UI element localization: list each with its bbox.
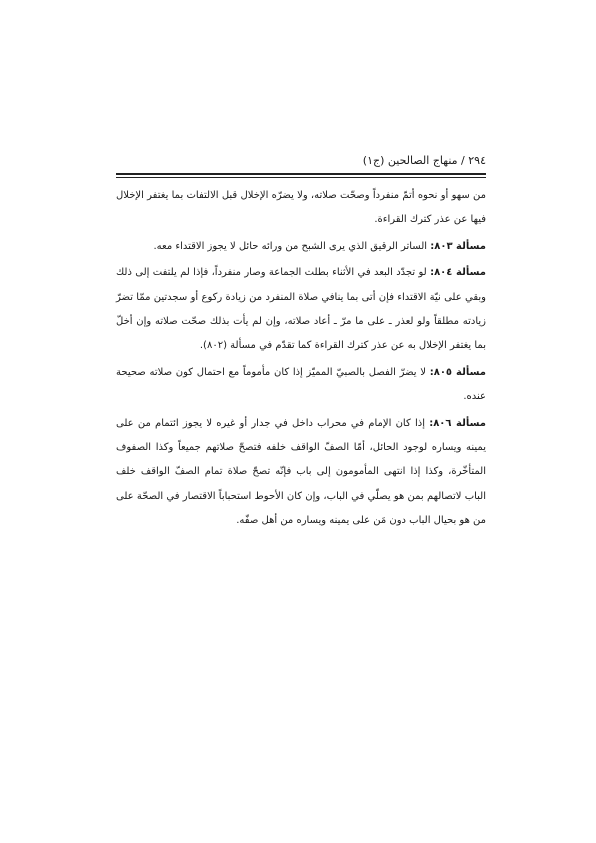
paragraph-text: لا يضرّ الفصل بالصبيّ المميّز إذا كان مأموماً مع احتمال كون صلاته صحيحة عنده.	[116, 366, 486, 403]
masala-label: مسألة ٨٠٦:	[429, 417, 486, 429]
paragraph-masala-806	[116, 412, 486, 534]
masala-label: مسألة ٨٠٣:	[430, 240, 486, 252]
paragraph-text: لو تجدّد البعد في الأثناء بطلت الجماعة وصار منفرداً، فإذا لم يلتفت إلى ذلك وبقي على نيّة الاقتداء فإن أتى بما ينافي صلاة المنفرد من زيادة ركوع أو سجدتين ممّا تضرّ زيادته مطلقاً ولو لعذر ـ على ما مرّ ـ أعاد صلاته، وإن لم يأت بذلك صحّت صلاته وإن أخلّ بما يغتفر الإخلال به عن عذر كترك القراءة كما تقدّم في مسألة (٨٠٢).	[116, 267, 486, 352]
book-page	[116, 150, 486, 536]
masala-label: مسألة ٨٠٤:	[430, 267, 486, 279]
running-title: ٢٩٤ / منهاج الصالحين (ج١)	[362, 154, 486, 167]
page-header	[116, 150, 486, 172]
paragraph-text: إذا كان الإمام في محراب داخل في جدار أو غيره لا يجوز ائتمام من على يمينه ويساره لوجود الحائل، أمّا الصفّ الواقف خلفه فتصحّ صلاتهم جميعاً وكذا الصفوف المتأخّرة، وكذا إذا انتهى المأمومون إلى باب فإنّه تصحّ صلاة تمام الصفّ الواقف خلف الباب لاتصالهم بمن هو يصلّي في الباب، وإن كان الأحوط استحباباً الاقتصار في الصحّة على من هو بحيال الباب دون مَن على يمينه ويساره من أهل صفّه.	[116, 417, 486, 527]
masala-label: مسألة ٨٠٥:	[429, 366, 486, 378]
header-rule-thick	[116, 173, 486, 175]
paragraph-text: الساتر الرقيق الذي يرى الشبح من ورائه حائل لا يجوز الاقتداء معه.	[153, 240, 431, 252]
page-body	[116, 184, 486, 534]
header-rule-thin	[116, 177, 486, 178]
paragraph-masala-804	[116, 261, 486, 359]
paragraph-masala-803	[116, 235, 486, 259]
paragraph-continuation	[116, 184, 486, 233]
paragraph-text: من سهو أو نحوه أتمّ منفرداً وصحّت صلاته، ولا يضرّه الإخلال قبل الالتفات بما يغتفر الإخلال فيها عن عذر كترك القراءة.	[116, 190, 486, 226]
paragraph-masala-805	[116, 361, 486, 410]
